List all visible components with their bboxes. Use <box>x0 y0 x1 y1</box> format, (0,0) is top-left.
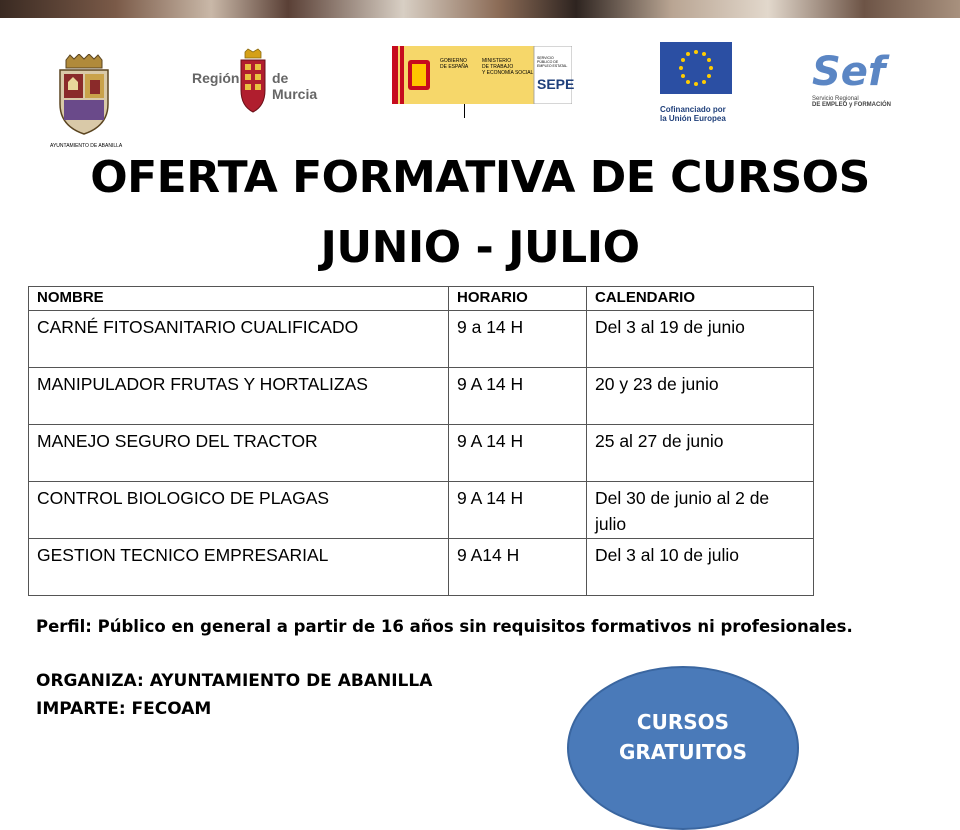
header-photo <box>0 0 960 18</box>
ministry-text-2: DE TRABAJO <box>482 64 514 70</box>
header-calendario: CALENDARIO <box>587 287 814 311</box>
course-calendario: 20 y 23 de junio <box>587 368 814 425</box>
table-row <box>29 425 814 482</box>
perfil-text: Perfil: Público en general a partir de 16 años sin requisitos formativos ni profesionales. <box>36 617 853 636</box>
free-courses-badge <box>567 666 799 830</box>
course-calendario: Del 30 de junio al 2 de julio <box>587 482 814 539</box>
gobierno-text-2: DE ESPAÑA <box>440 64 469 70</box>
eu-text-2: la Unión Europea <box>660 114 726 123</box>
table-row <box>29 539 814 596</box>
badge-line-2: GRATUITOS <box>618 740 748 764</box>
course-name: MANEJO SEGURO DEL TRACTOR <box>29 425 449 482</box>
course-horario: 9 A14 H <box>449 539 587 596</box>
eu-text-1: Cofinanciado por <box>660 105 726 114</box>
gobierno-text-1: GOBIERNO <box>440 58 467 64</box>
region-murcia-logo <box>192 48 334 118</box>
course-horario: 9 A 14 H <box>449 482 587 539</box>
course-name: GESTION TECNICO EMPRESARIAL <box>29 539 449 596</box>
sef-text-1: Servicio Regional <box>812 96 859 102</box>
course-calendario: Del 3 al 19 de junio <box>587 311 814 368</box>
sef-logo <box>812 48 902 122</box>
abanilla-crest-icon <box>50 54 118 136</box>
course-horario: 9 A 14 H <box>449 368 587 425</box>
ministry-text-1: MINISTERIO <box>482 58 512 64</box>
page-title-line-1: OFERTA FORMATIVA DE CURSOS <box>90 152 870 203</box>
ministry-text-3: Y ECONOMÍA SOCIAL <box>482 70 534 76</box>
course-name: MANIPULADOR FRUTAS Y HORTALIZAS <box>29 368 449 425</box>
course-name: CARNÉ FITOSANITARIO CUALIFICADO <box>29 311 449 368</box>
table-row <box>29 368 814 425</box>
course-name: CONTROL BIOLOGICO DE PLAGAS <box>29 482 449 539</box>
header-horario: HORARIO <box>449 287 587 311</box>
course-horario: 9 A 14 H <box>449 425 587 482</box>
gobierno-sepe-logo <box>392 46 575 118</box>
imparte-text: IMPARTE: FECOAM <box>36 699 212 719</box>
organiza-text: ORGANIZA: AYUNTAMIENTO DE ABANILLA <box>36 671 433 691</box>
table-header-row <box>29 287 814 311</box>
sepe-text: SEPE <box>537 76 575 92</box>
eu-flag-icon <box>660 42 732 94</box>
sef-text-2: DE EMPLEO y FORMACIÓN <box>812 102 892 108</box>
sef-wordmark: Sef <box>812 49 886 95</box>
sepe-small-text: SERVICIO PÚBLICO DE EMPLEO ESTATAL <box>537 56 568 68</box>
abanilla-caption: AYUNTAMIENTO DE ABANILLA <box>50 143 123 149</box>
page-title-line-2: JUNIO - JULIO <box>320 222 640 273</box>
murcia-text-right: de Murcia <box>272 70 318 102</box>
course-calendario: Del 3 al 10 de julio <box>587 539 814 596</box>
murcia-text-left: Región <box>192 70 240 86</box>
table-row <box>29 482 814 539</box>
murcia-crest-icon <box>238 48 268 116</box>
badge-line-1: CURSOS <box>636 710 730 734</box>
course-horario: 9 a 14 H <box>449 311 587 368</box>
eu-logo <box>660 42 736 126</box>
gobierno-divider <box>464 104 465 118</box>
table-row <box>29 311 814 368</box>
courses-table <box>28 286 814 596</box>
course-calendario: 25 al 27 de junio <box>587 425 814 482</box>
abanilla-logo <box>50 54 123 149</box>
header-nombre: NOMBRE <box>29 287 449 311</box>
